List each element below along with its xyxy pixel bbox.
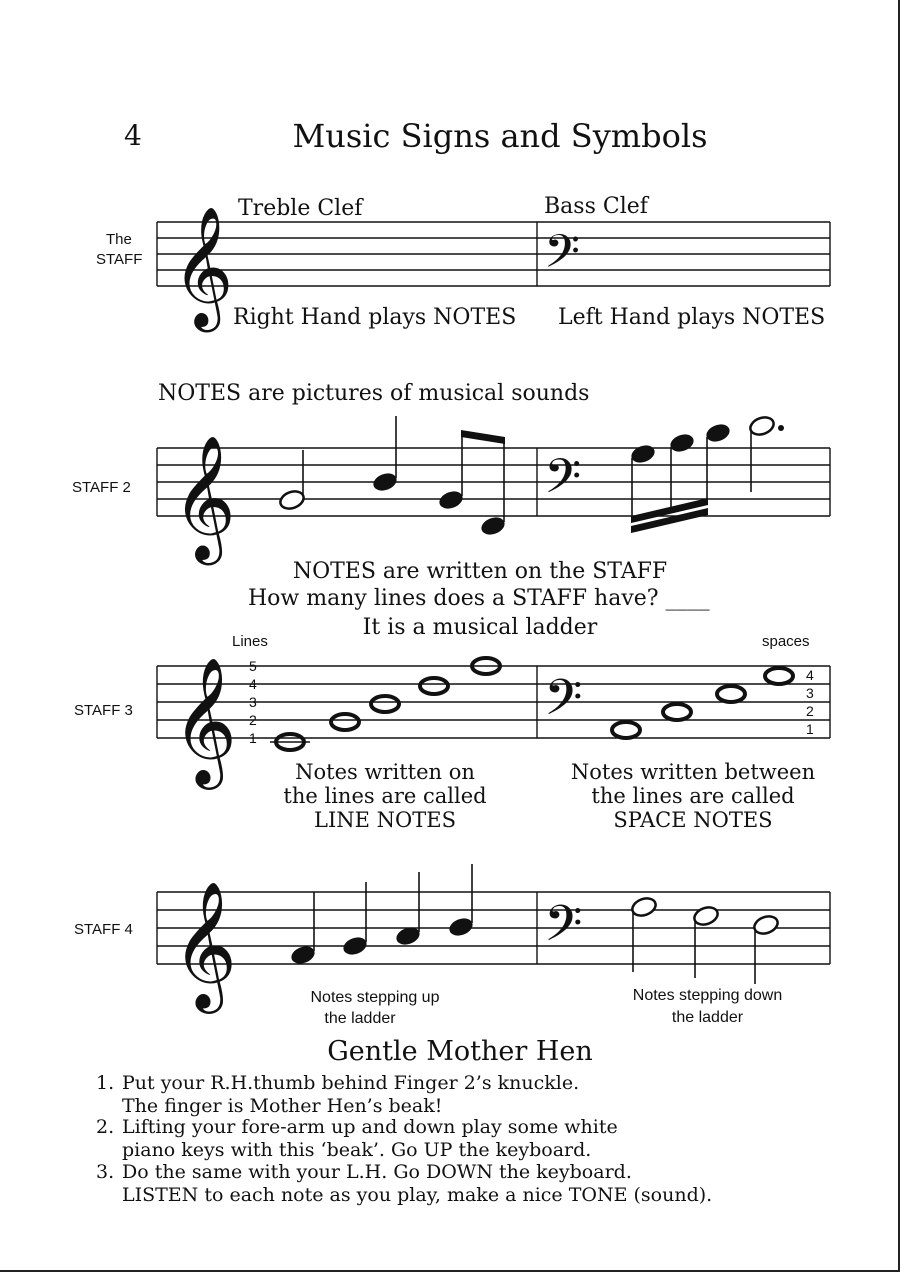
staff1-treble-clef-icon: 𝄞: [172, 205, 234, 327]
stepping-up-notes: [289, 864, 475, 967]
staff3-side-label: STAFF 3: [74, 702, 133, 719]
space-whole-notes: [612, 668, 793, 738]
staff2-bass-clef-icon: 𝄢: [544, 448, 582, 516]
staff4: [0, 860, 900, 1008]
line-notes-caption-2: the lines are called: [283, 784, 487, 808]
line-numbers: [249, 658, 257, 746]
staff4-side-label: STAFF 4: [74, 921, 133, 938]
staff4-bass-clef-icon: 𝄢: [544, 895, 583, 965]
step-text: LISTEN to each note as you play, make a nice TONE (sound).: [122, 1184, 713, 1206]
bass-caption: Left Hand plays NOTES: [558, 305, 826, 330]
step-number: 1.: [96, 1072, 115, 1094]
line-number: 5: [249, 658, 257, 674]
step-text: The finger is Mother Hen’s beak!: [122, 1095, 443, 1117]
step-text: Do the same with your L.H. Go DOWN the keyboard.: [122, 1161, 632, 1183]
step-text: Put your R.H.thumb behind Finger 2’s knuckle.: [122, 1072, 580, 1094]
stepping-up-caption-1: Notes stepping up: [310, 989, 440, 1006]
staff2-side-label: STAFF 2: [72, 479, 131, 496]
spaces-label: spaces: [762, 633, 810, 650]
page-number: 4: [124, 119, 142, 152]
step-text: Lifting your fore-arm up and down play some white: [122, 1116, 618, 1138]
notes-intro-text: NOTES are pictures of musical sounds: [158, 381, 590, 406]
space-number: 4: [806, 667, 814, 683]
staff4-treble-clef-icon: 𝄞: [172, 880, 238, 1008]
stepping-down-caption-2: the ladder: [671, 1009, 744, 1026]
instruction-step-2: [96, 1116, 618, 1162]
staff2: [0, 410, 900, 570]
step-text: piano keys with this ‘beak’. Go UP the keyboard.: [122, 1139, 592, 1161]
space-number: 1: [806, 721, 814, 737]
bass-clef-label: Bass Clef: [544, 194, 648, 219]
staff3-treble-clef-icon: 𝄞: [172, 656, 238, 784]
space-notes-caption-1: Notes written between: [570, 760, 816, 784]
staff2-quarter-note: [371, 416, 399, 494]
line-notes-caption-1: Notes written on: [295, 760, 475, 784]
space-notes-caption-2: the lines are called: [591, 784, 795, 808]
staff2-half-note: [278, 450, 306, 512]
staff2-treble-clef-icon: 𝄞: [172, 435, 236, 560]
line-number: 1: [249, 730, 257, 746]
page-title: Music Signs and Symbols: [292, 117, 708, 155]
instruction-step-1: [96, 1072, 579, 1118]
staff-lines-question: How many lines does a STAFF have? ____: [248, 586, 710, 611]
notes-written-line1: NOTES are written on the STAFF: [292, 559, 668, 584]
step-number: 2.: [96, 1116, 115, 1138]
staff1-side-label-line2: STAFF: [96, 251, 143, 268]
space-number: 2: [806, 703, 814, 719]
line-number: 2: [249, 712, 257, 728]
staff2-dotted-half-note: [748, 414, 784, 492]
treble-caption: Right Hand plays NOTES: [233, 305, 517, 330]
lines-label: Lines: [232, 633, 268, 650]
step-number: 3.: [96, 1161, 115, 1183]
line-number: 4: [249, 676, 257, 692]
space-number: 3: [806, 685, 814, 701]
stepping-down-caption-1: Notes stepping down: [632, 987, 783, 1004]
instruction-step-3: [96, 1161, 712, 1207]
song-title: Gentle Mother Hen: [327, 1036, 593, 1067]
staff1-bass-clef-icon: 𝄢: [544, 225, 581, 290]
staff2-beamed-eighth-notes: [437, 430, 507, 538]
staff3-bass-clef-icon: 𝄢: [544, 669, 583, 739]
stepping-up-caption-2: the ladder: [324, 1010, 396, 1027]
space-notes-caption-3: SPACE NOTES: [613, 808, 773, 832]
treble-clef-label: Treble Clef: [238, 196, 363, 221]
line-notes-caption-3: LINE NOTES: [314, 808, 456, 832]
line-whole-notes: [276, 658, 500, 750]
staff3: [0, 640, 900, 784]
line-number: 3: [249, 694, 257, 710]
staff1-side-label-line1: The: [106, 231, 132, 248]
musical-ladder-text: It is a musical ladder: [362, 615, 598, 640]
stepping-down-notes: [630, 895, 780, 984]
